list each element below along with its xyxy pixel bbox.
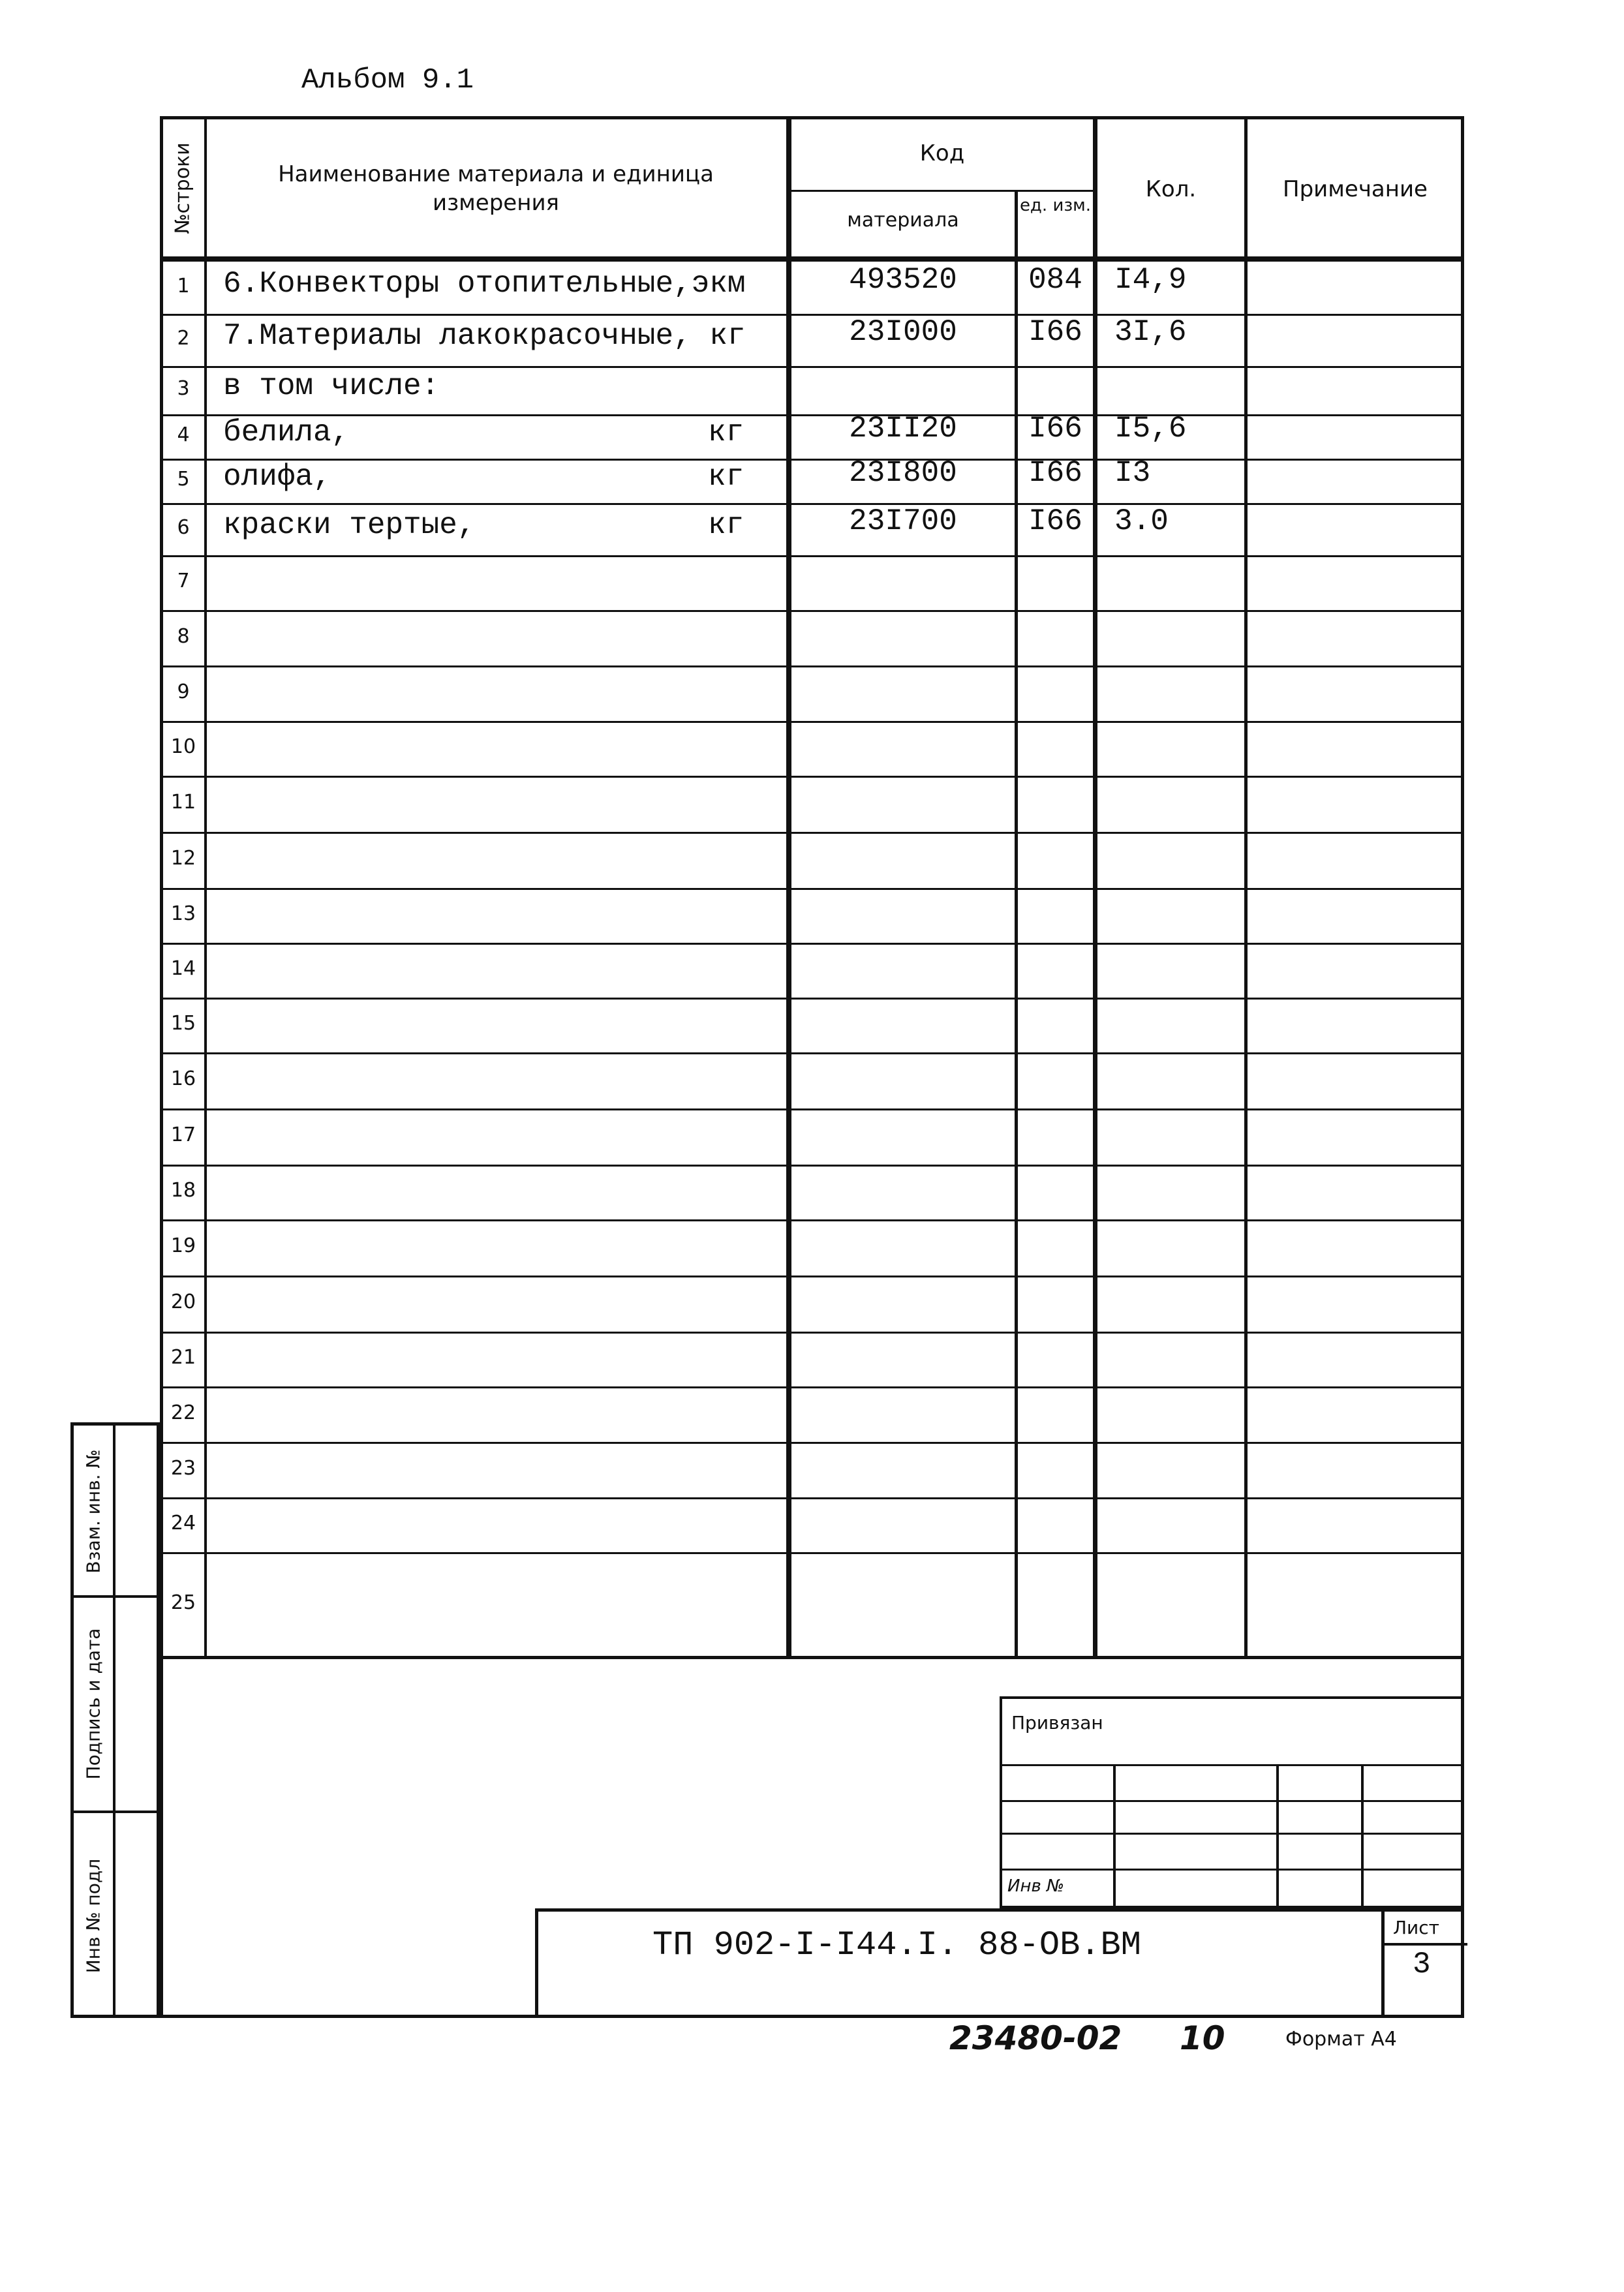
row-number: 15 [170, 1012, 196, 1035]
table-row [163, 555, 1461, 610]
table-row [163, 610, 1461, 665]
table-row [163, 262, 1461, 314]
side-inv: Инв № подл [82, 1858, 104, 1974]
row-divider [163, 1497, 1461, 1499]
row-divider [163, 1552, 1461, 1554]
row-number: 3 [177, 377, 190, 400]
table-row [163, 1497, 1461, 1552]
row-name: краски тертые, [223, 508, 476, 542]
table-row [163, 456, 1461, 503]
row-divider [163, 1276, 1461, 1277]
row-number: 22 [170, 1401, 196, 1424]
row-divider [163, 943, 1461, 945]
row-divider [163, 888, 1461, 890]
row-unit-code: I66 [1028, 315, 1082, 349]
table-row [163, 776, 1461, 832]
row-unit-code: 084 [1028, 263, 1082, 297]
row-name: белила, [223, 416, 350, 450]
row-code: 493520 [849, 263, 957, 297]
table-row [163, 1332, 1461, 1386]
row-divider [163, 776, 1461, 778]
table-row [163, 721, 1461, 776]
row-name: олифа, [223, 460, 331, 494]
table-row [163, 998, 1461, 1052]
footer-page: 10 [1180, 2019, 1225, 2057]
row-code: 23II20 [849, 412, 957, 446]
table-row [163, 1165, 1461, 1219]
row-number: 21 [170, 1346, 196, 1369]
side-vzam: Взам. инв. № [82, 1449, 104, 1574]
priv-col [1276, 1764, 1279, 1911]
table-row [163, 414, 1461, 459]
row-divider [163, 1165, 1461, 1167]
header-material: материала [847, 209, 959, 232]
table-row [163, 832, 1461, 888]
tb-divider [1381, 1912, 1385, 2015]
header-note: Примечание [1283, 176, 1428, 202]
tb-divider [1381, 1943, 1467, 1946]
row-name: в том числе: [223, 369, 440, 403]
header-qty: Кол. [1145, 176, 1197, 202]
row-number: 1 [177, 275, 190, 298]
side-divider [74, 1811, 157, 1813]
row-unit-code: I66 [1028, 456, 1082, 490]
frame-bottom [160, 2015, 1464, 2018]
row-divider [163, 1052, 1461, 1054]
row-qty: 3.0 [1114, 504, 1169, 538]
priv-divider [1002, 1800, 1462, 1802]
header-unit: ед. изм. [1019, 196, 1092, 215]
footer-number: 23480-02 [949, 2019, 1122, 2057]
table-row [163, 1276, 1461, 1332]
sheet-number: 3 [1413, 1948, 1431, 1981]
row-divider [163, 1386, 1461, 1388]
title-block [535, 1908, 1464, 2018]
table-row [163, 1386, 1461, 1442]
row-number: 17 [170, 1123, 196, 1146]
row-divider [163, 555, 1461, 557]
materials-table [160, 116, 1464, 1659]
header-row-no: №строки [171, 142, 194, 234]
side-divider [113, 1426, 115, 2015]
privyazan-block [1000, 1696, 1464, 1908]
doc-code: ТП 902-I-I44.I. 88-ОВ.ВМ [652, 1926, 1141, 1964]
row-number: 10 [170, 735, 196, 758]
table-row [163, 1552, 1461, 1656]
privyazan-label: Привязан [1011, 1712, 1103, 1734]
row-number: 13 [170, 902, 196, 925]
row-divider [163, 1108, 1461, 1110]
row-unit: кг [708, 416, 744, 450]
row-divider [163, 610, 1461, 612]
table-row [163, 1442, 1461, 1497]
row-qty: I3 [1114, 456, 1151, 490]
row-number: 16 [170, 1067, 196, 1090]
row-number: 2 [177, 327, 190, 350]
priv-col [1361, 1764, 1364, 1911]
row-divider [163, 1442, 1461, 1444]
side-divider [74, 1595, 157, 1598]
row-number: 19 [170, 1234, 196, 1257]
row-number: 18 [170, 1179, 196, 1202]
row-number: 23 [170, 1456, 196, 1480]
row-divider [163, 832, 1461, 834]
table-row [163, 1219, 1461, 1276]
row-number: 9 [177, 680, 190, 703]
side-podpis: Подпись и дата [82, 1628, 104, 1780]
header-name: Наименование материала и единица измерения [278, 161, 714, 217]
row-number: 6 [177, 516, 190, 539]
row-divider [163, 721, 1461, 723]
row-name: 6.Конвекторы отопительные,экм [223, 267, 746, 301]
row-number: 7 [177, 570, 190, 592]
side-stamp [70, 1422, 160, 2018]
sheet-label: Лист [1393, 1917, 1439, 1938]
priv-divider [1002, 1833, 1462, 1835]
row-divider [163, 1219, 1461, 1221]
row-qty: 3I,6 [1114, 315, 1187, 349]
row-code: 23I000 [849, 315, 957, 349]
row-code: 23I700 [849, 504, 957, 538]
table-row [163, 665, 1461, 721]
row-unit-code: I66 [1028, 504, 1082, 538]
row-number: 11 [170, 791, 196, 814]
header-code: Код [919, 140, 965, 166]
table-row [163, 943, 1461, 998]
row-unit: кг [708, 508, 744, 542]
row-qty: I5,6 [1114, 412, 1187, 446]
table-row [163, 366, 1461, 414]
format-label: Формат А4 [1285, 2028, 1397, 2051]
priv-divider [1002, 1764, 1462, 1766]
table-row [163, 888, 1461, 943]
table-row [163, 1108, 1461, 1165]
row-number: 25 [170, 1591, 196, 1614]
header-divider [163, 256, 1461, 262]
row-number: 4 [177, 423, 190, 446]
frame-right [1461, 1659, 1464, 2018]
code-subheader-divider [786, 190, 1095, 192]
inv-no-label: Инв № [1007, 1876, 1065, 1896]
row-number: 12 [170, 847, 196, 870]
row-unit: кг [708, 460, 744, 494]
row-divider [163, 665, 1461, 667]
row-divider [163, 366, 1461, 368]
table-row [163, 1052, 1461, 1108]
row-number: 8 [177, 624, 190, 648]
row-name: 7.Материалы лакокрасочные, кг [223, 319, 746, 353]
frame-left [160, 1659, 163, 2018]
album-label: Альбом 9.1 [301, 64, 474, 97]
table-row [163, 314, 1461, 366]
row-divider [163, 998, 1461, 1000]
row-number: 14 [170, 957, 196, 980]
row-number: 24 [170, 1512, 196, 1535]
row-number: 5 [177, 468, 190, 491]
priv-divider [1002, 1869, 1462, 1871]
row-unit-code: I66 [1028, 412, 1082, 446]
row-divider [163, 1332, 1461, 1334]
row-number: 20 [170, 1291, 196, 1313]
row-code: 23I800 [849, 456, 957, 490]
table-row [163, 503, 1461, 555]
row-qty: I4,9 [1114, 263, 1187, 297]
priv-col [1113, 1764, 1116, 1911]
